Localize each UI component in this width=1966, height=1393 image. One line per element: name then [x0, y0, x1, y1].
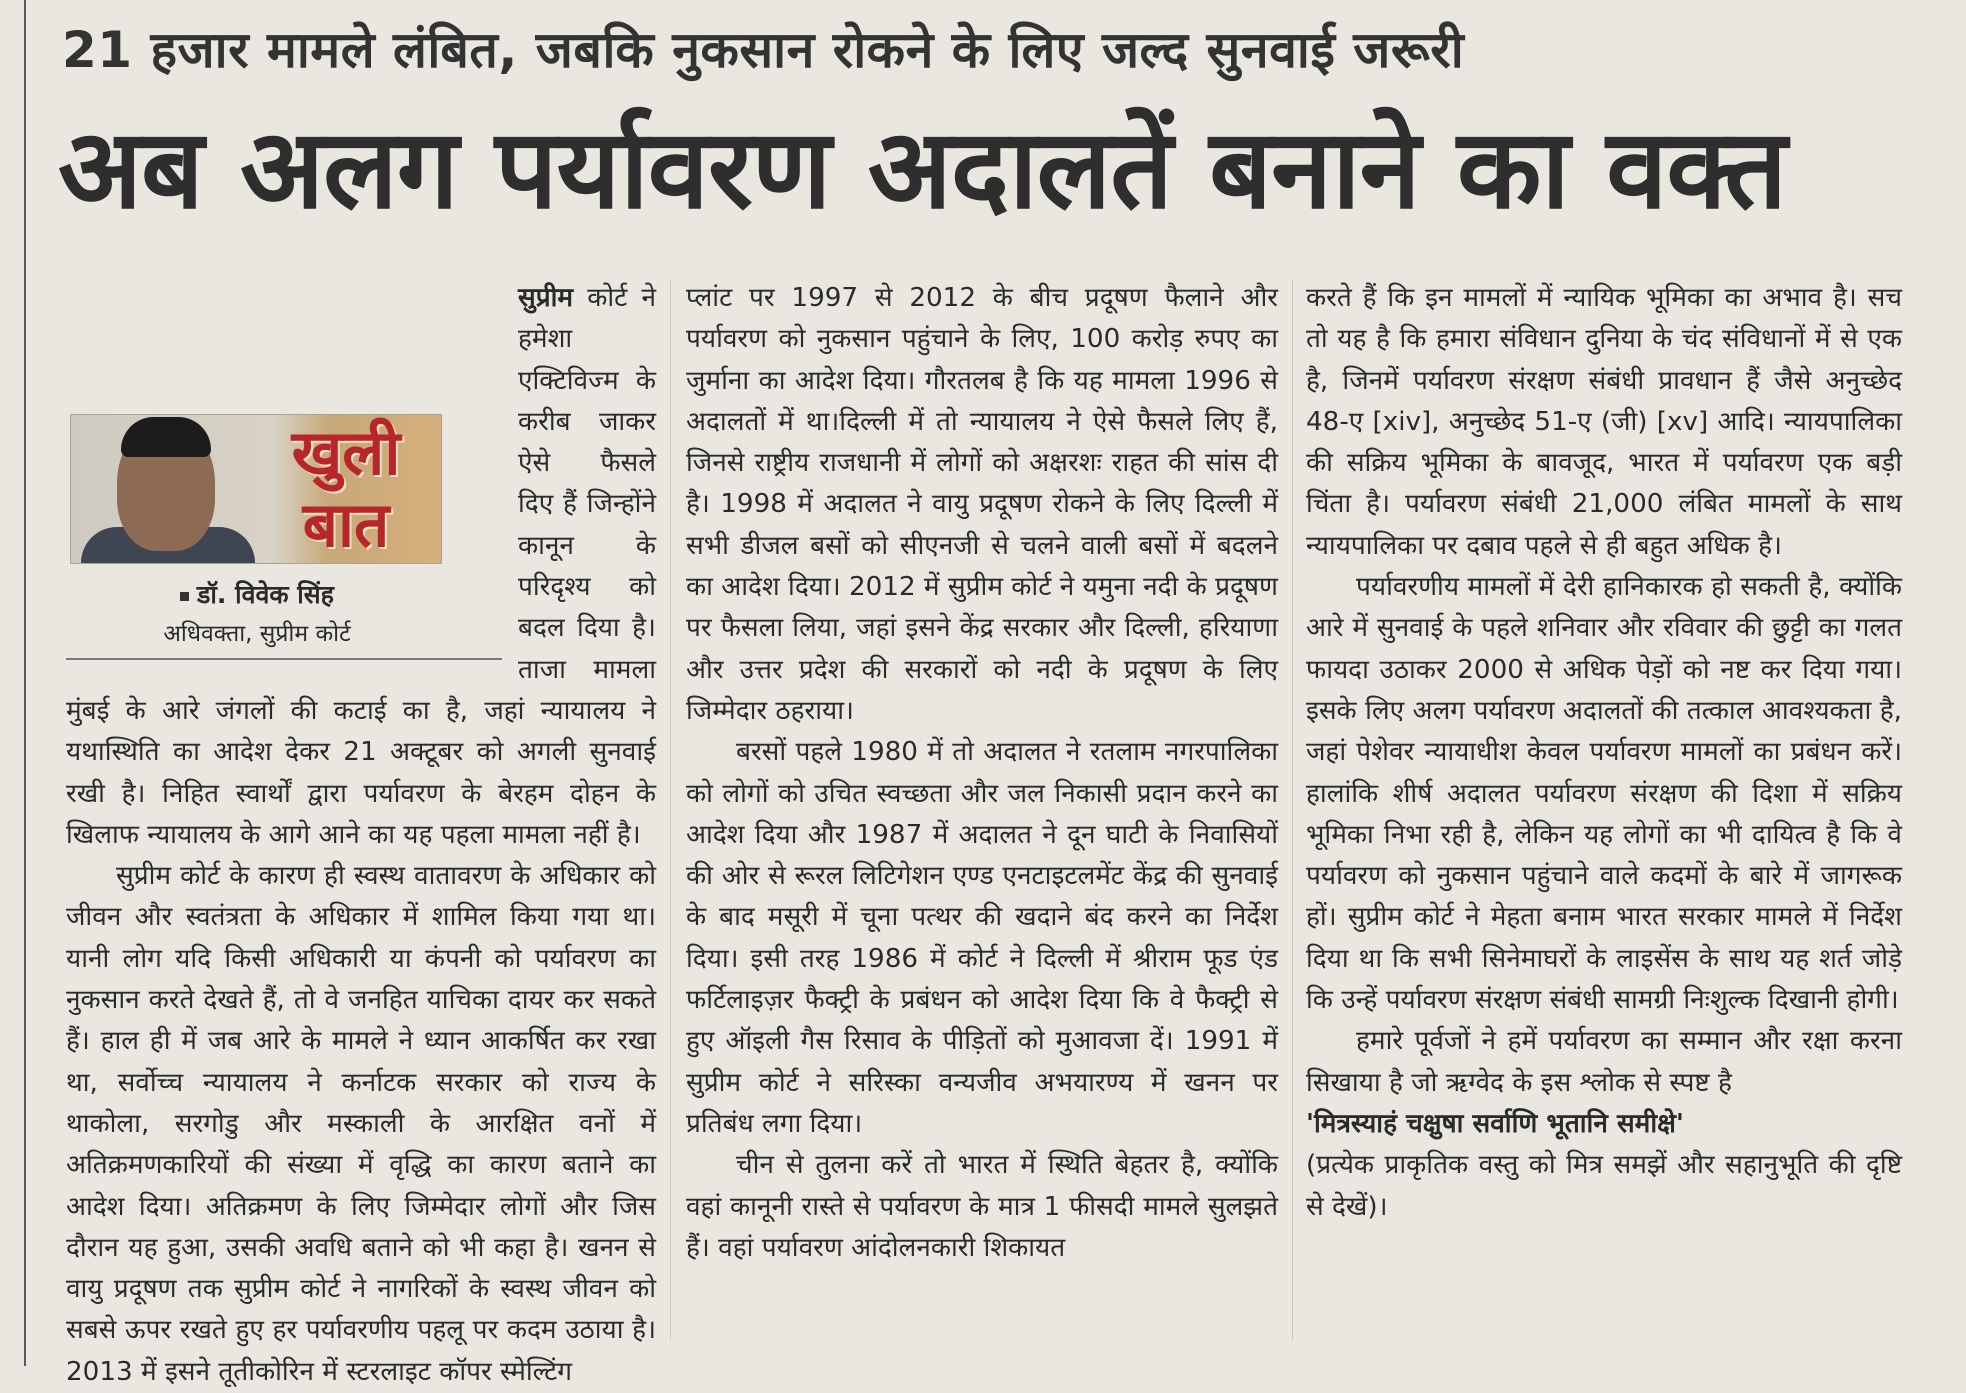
paragraph: सुप्रीम कोर्ट के कारण ही स्वस्थ वातावरण के अधिकार को जीवन और स्वतंत्रता के अधिकार में शामिल किया गया था। यानी लोग यदि किसी अधिकारी या कंपनी को पर्यावरण का नुकसान करते देखते हैं, तो वे जनहित याचिका दायर कर सकते हैं। हाल ही में जब आरे के मामले ने ध्यान आकर्षित कर रखा था, सर्वोच्च न्यायालय ने कर्नाटक सरकार को राज्य के थाकोला, सरगोडु और मस्काली के आरक्षित वनों में अतिक्रमणकारियों की संख्या में वृद्धि का कारण बताने का आदेश दिया। अतिक्रमण के लिए जिम्मेदार लोगों और जिस दौरान यह हुआ, उसकी अवधि बताने को भी कहा है। खनन से वायु प्रदूषण तक सुप्रीम कोर्ट ने नागरिकों के स्वस्थ जीवन को सबसे ऊपर रखते हुए हर पर्यावरणीय पहलू पर कदम उठाया है। 2013 में इसने तूतीकोरिन में स्टरलाइट कॉपर स्मेल्टिंग: [66, 861, 656, 1387]
paragraph: पर्यावरणीय मामलों में देरी हानिकारक हो सकती है, क्योंकि आरे में सुनवाई के पहले शनिवार और रविवार की छुट्टी का गलत फायदा उठाकर 2000 से अधिक पेड़ों को नष्ट कर दिया गया। इसके लिए अलग पर्यावरण अदालतों की तत्काल आवश्यकता है, जहां पेशेवर न्यायाधीश केवल पर्यावरण मामलों का प्रबंधन करें। हालांकि शीर्ष अदालत पर्यावरण संरक्षण की दिशा में सक्रिय भूमिका निभा रही है, लेकिन यह लोगों का भी दायित्व है कि वे पर्यावरण को नुकसान पहुंचाने वाले कदमों के बारे में जागरूक हों। सुप्रीम कोर्ट ने मेहता बनाम भारत सरकार मामले में निर्देश दिया था कि सभी सिनेमाघरों के लाइसेंस के साथ यह शर्त जोड़े कि उन्हें पर्यावरण संरक्षण संबंधी सामग्री निःशुल्क दिखानी होगी।: [1306, 572, 1902, 1016]
column-logo-line2: बात: [302, 488, 390, 561]
page-left-rule: [24, 0, 26, 1366]
paragraph-text: कोर्ट ने हमेशा एक्टिविज्म के करीब जाकर ऐसे फैसले दिए हैं जिन्होंने कानून के परिदृश्य को बदल दिया है। ताजा मामला मुंबई के आरे जंगलों की कटाई का है, जहां न्यायालय ने यथास्थिति का आदेश देकर 21 अक्टूबर को अगली सुनवाई रखी है। निहित स्वार्थों द्वारा पर्यावरण के बेरहम दोहन के खिलाफ न्यायालय के आगे आने का यह पहला मामला नहीं है।: [66, 283, 656, 850]
quote-translation: (प्रत्येक प्राकृतिक वस्तु को मित्र समझें और सहानुभूति की दृष्टि से देखें)।: [1306, 1150, 1902, 1222]
author-role: अधिवक्ता, सुप्रीम कोर्ट: [163, 621, 351, 647]
column-divider: [670, 280, 671, 1340]
paragraph: प्लांट पर 1997 से 2012 के बीच प्रदूषण फैलाने और पर्यावरण को नुकसान पहुंचाने के लिए, 100 करोड़ रुपए का जुर्माना का आदेश दिया। गौरतलब है कि यह मामला 1996 से अदालतों में था।दिल्ली में तो न्यायालय ने ऐसे फैसले लिए हैं, जिनसे राष्ट्रीय राजधानी में लोगों को अक्षरशः राहत की सांस दी है। 1998 में अदालत ने वायु प्रदूषण रोकने के लिए दिल्ली में सभी डीजल बसों को सीएनजी से चलने वाली बसों में बदलने का आदेश दिया। 2012 में सुप्रीम कोर्ट ने यमुना नदी के प्रदूषण पर फैसला लिया, जहां इसने केंद्र सरकार और दिल्ली, हरियाणा और उत्तर प्रदेश की सरकारों को नदी के प्रदूषण के लिए जिम्मेदार ठहराया।: [686, 283, 1278, 726]
article-column-2: [686, 278, 1278, 1338]
lead-word: सुप्रीम: [518, 283, 574, 313]
author-photo: [70, 414, 442, 564]
author-hair: [121, 417, 211, 457]
paragraph: हमारे पूर्वजों ने हमें पर्यावरण का सम्मान और रक्षा करना सिखाया है जो ऋग्वेद के इस श्लोक से स्पष्ट है: [1306, 1026, 1902, 1098]
byline-rule: [66, 658, 502, 660]
column-divider: [1292, 280, 1293, 1340]
bullet-icon: [180, 592, 189, 601]
author-box: [66, 404, 502, 680]
article-column-3: [1306, 278, 1902, 1338]
kicker-headline: 21 हजार मामले लंबित, जबकि नुकसान रोकने के लिए जल्द सुनवाई जरूरी: [62, 21, 1465, 79]
paragraph: बरसों पहले 1980 में तो अदालत ने रतलाम नगरपालिका को लोगों को उचित स्वच्छता और जल निकासी प्रदान करने का आदेश दिया और 1987 में अदालत ने दून घाटी के निवासियों की ओर से रूरल लिटिगेशन एण्ड एनटाइटलमेंट केंद्र की सुनवाई के बाद मसूरी में चूना पत्थर की खदाने बंद करने का निर्देश दिया। इसी तरह 1986 में कोर्ट ने दिल्ली में श्रीराम फूड एंड फर्टिलाइज़र फैक्ट्री के प्रबंधन को आदेश दिया कि वे फैक्ट्री से हुए ऑइली गैस रिसाव के पीड़ितों को मुआवजा दें। 1991 में सुप्रीम कोर्ट ने सरिस्का वन्यजीव अभयारण्य में खनन पर प्रतिबंध लगा दिया।: [686, 737, 1278, 1139]
column-logo: [251, 417, 441, 565]
sanskrit-quote: 'मित्रस्याहं चक्षुषा सर्वाणि भूतानि समीक्षे': [1306, 1108, 1684, 1139]
main-headline: अब अलग पर्यावरण अदालतें बनाने का वक्त: [58, 105, 1787, 233]
paragraph: चीन से तुलना करें तो भारत में स्थिति बेहतर है, क्योंकि वहां कानूनी रास्ते से पर्यावरण के मात्र 1 फीसदी मामले सुलझते हैं। वहां पर्यावरण आंदोलनकारी शिकायत: [686, 1150, 1278, 1263]
column-logo-line1: खुली: [291, 416, 401, 489]
author-name-text: डॉ. विवेक सिंह: [197, 580, 334, 609]
paragraph: करते हैं कि इन मामलों में न्यायिक भूमिका का अभाव है। सच तो यह है कि हमारा संविधान दुनिया के चंद संविधानों में से एक है, जिनमें पर्यावरण संरक्षण संबंधी प्रावधान हैं जैसे अनुच्छेद 48-ए [xiv], अनुच्छेद 51-ए (जी) [xv] आदि। न्यायपालिका की सक्रिय भूमिका के बावजूद, भारत में पर्यावरण एक बड़ी चिंता है। पर्यावरण संबंधी 21,000 लंबित मामलों के साथ न्यायपालिका पर दबाव पहले से ही बहुत अधिक है।: [1306, 283, 1902, 561]
author-name: [66, 576, 448, 614]
